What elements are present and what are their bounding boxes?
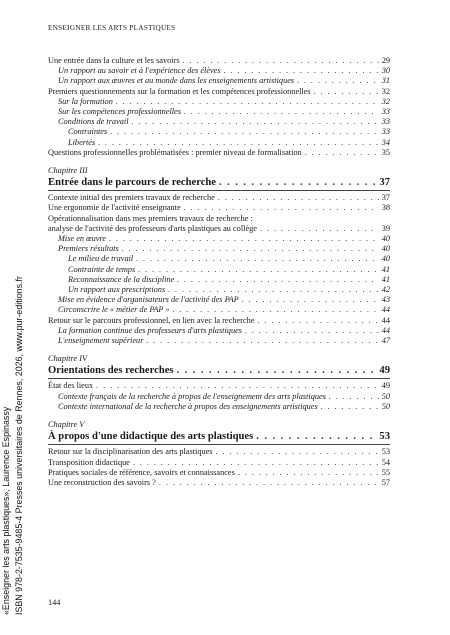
- toc-entry[interactable]: [48, 305, 390, 315]
- leader-dots: [245, 326, 379, 336]
- toc-page-number: 35: [381, 147, 390, 157]
- toc-page-number: 40: [381, 234, 390, 244]
- chapter-title: Entrée dans le parcours de recherche: [48, 177, 217, 189]
- toc-entry-title: Questions professionnelles problématisées : premier niveau de formalisation: [48, 147, 302, 157]
- toc-entry[interactable]: [48, 478, 390, 488]
- toc-entry-title: Contraintes: [68, 127, 108, 137]
- chapter-divider: [48, 444, 390, 445]
- chapter-title-row[interactable]: [48, 176, 390, 189]
- toc-page-number: 32: [381, 96, 390, 106]
- toc-page-number: 34: [381, 137, 390, 147]
- toc-page-number: 57: [381, 477, 390, 487]
- toc-page-number: 54: [381, 457, 390, 467]
- toc-entry[interactable]: [48, 127, 390, 137]
- toc-entry[interactable]: [48, 275, 390, 285]
- toc-entry[interactable]: [48, 316, 390, 326]
- toc-page-number: 32: [381, 86, 390, 96]
- leader-dots: [260, 224, 379, 234]
- toc-page-number: 50: [381, 391, 390, 401]
- toc-page-number: 41: [381, 264, 390, 274]
- chapter-title-row[interactable]: [48, 364, 390, 377]
- toc-page-number: 53: [379, 431, 390, 443]
- leader-dots: [159, 478, 379, 488]
- toc-page-number: 55: [381, 467, 390, 477]
- toc-entry[interactable]: [48, 295, 390, 305]
- toc-entry-title: Un rapport aux œuvres et au monde dans les enseignements artistiques: [58, 76, 295, 86]
- leader-dots: [96, 381, 379, 391]
- leader-dots: [184, 107, 379, 117]
- toc-page-number: 44: [381, 315, 390, 325]
- leader-dots: [183, 56, 379, 66]
- toc-entry-title: Libertés: [68, 137, 96, 147]
- leader-dots: [314, 87, 379, 97]
- toc-entry[interactable]: [48, 193, 390, 203]
- toc-entry-title: Un rapport au savoir et à l'expérience des élèves: [58, 66, 221, 76]
- leader-dots: [256, 430, 376, 443]
- toc-entry-title: Premiers questionnements sur la formation et les compétences professionnelles: [48, 86, 311, 96]
- toc-entry[interactable]: [48, 117, 390, 127]
- toc-entry-title: analyse de l'activité des professeurs d'arts plastiques au collège: [48, 223, 257, 233]
- chapter-title: À propos d'une didactique des arts plastiques: [48, 431, 254, 443]
- leader-dots: [216, 447, 379, 457]
- leader-dots: [146, 336, 378, 346]
- leader-dots: [173, 305, 379, 315]
- toc-entry[interactable]: [48, 66, 390, 76]
- leader-dots: [321, 402, 379, 412]
- leader-dots: [168, 285, 379, 295]
- toc-entry[interactable]: [48, 265, 390, 275]
- leader-dots: [224, 66, 379, 76]
- leader-dots: [116, 97, 379, 107]
- toc-entry[interactable]: [48, 87, 390, 97]
- toc-entry-title: Sur la formation: [58, 96, 113, 106]
- leader-dots: [297, 76, 379, 86]
- toc-entry-title: Retour sur la disciplinarisation des arts plastiques: [48, 447, 213, 457]
- toc-entry[interactable]: [48, 148, 390, 158]
- toc-entry[interactable]: [48, 336, 390, 346]
- toc-page-number: 40: [381, 254, 390, 264]
- chapter-title-row[interactable]: [48, 430, 390, 443]
- chapter-label: Chapitre III: [48, 165, 88, 175]
- toc-entry-title: Contexte initial des premiers travaux de recherche: [48, 193, 215, 203]
- toc-entry[interactable]: [48, 458, 390, 468]
- toc-entry[interactable]: [48, 285, 390, 295]
- toc-page-number: 50: [381, 401, 390, 411]
- toc-page-number: 38: [381, 203, 390, 213]
- leader-dots: [329, 392, 379, 402]
- toc-entry[interactable]: [48, 468, 390, 478]
- page-number: 144: [48, 598, 61, 607]
- running-header: ENSEIGNER LES ARTS PLASTIQUES: [48, 24, 176, 32]
- leader-dots: [184, 203, 379, 213]
- toc-entry[interactable]: [48, 97, 390, 107]
- copyright-sidebar: [0, 255, 38, 635]
- leader-dots: [238, 468, 379, 478]
- leader-dots: [177, 364, 377, 377]
- sidebar-line-1: «Enseigner les arts plastiques», Laurence Espinassy: [1, 406, 11, 615]
- leader-dots: [110, 127, 379, 137]
- chapter-divider: [48, 190, 390, 191]
- toc-page-number: 31: [381, 76, 390, 86]
- toc-page-number: 49: [379, 365, 390, 377]
- toc-entry[interactable]: [48, 254, 390, 264]
- toc-page-number: 29: [381, 56, 390, 65]
- toc-entry-title: Sur les compétences professionnelles: [58, 106, 181, 116]
- toc-entry-title: La formation continue des professeurs d'arts plastiques: [58, 325, 243, 335]
- toc-page-number: 43: [381, 295, 390, 305]
- toc-page-number: 40: [381, 244, 390, 254]
- leader-dots: [109, 234, 379, 244]
- toc-page-number: 44: [381, 305, 390, 315]
- toc-entry[interactable]: [48, 381, 390, 391]
- toc-entry-title: Une ergonomie de l'activité enseignante: [48, 203, 181, 213]
- toc-entry-title: État des lieux: [48, 381, 94, 391]
- toc-entry-title: Transposition didactique: [48, 457, 130, 467]
- leader-dots: [218, 193, 379, 203]
- toc-page-number: 33: [381, 106, 390, 116]
- toc-page-number: 47: [381, 335, 390, 345]
- toc-entry-title: Mise en évidence d'organisateurs de l'activité des PAP: [58, 295, 239, 305]
- toc-page-number: 39: [381, 223, 390, 233]
- leader-dots: [242, 295, 379, 305]
- leader-dots: [257, 316, 378, 326]
- leader-dots: [122, 244, 379, 254]
- chapter-label: Chapitre IV: [48, 354, 88, 364]
- leader-dots: [177, 275, 378, 285]
- toc-entry[interactable]: [48, 326, 390, 336]
- toc-entry[interactable]: [48, 244, 390, 254]
- toc-entry-title: Premiers résultats: [58, 244, 119, 254]
- toc-entry-title: Contexte français de la recherche à propos de l'enseignement des arts plastiques: [58, 391, 326, 401]
- toc-entry-title: Retour sur le parcours professionnel, en lien avec la recherche: [48, 315, 255, 325]
- toc-entry-title: Une reconstruction des savoirs ?: [48, 477, 156, 487]
- toc-entry-title: Circonscrire le « métier de PAP »: [58, 305, 170, 315]
- toc-entry-continued: Opérationnalisation dans mes premiers travaux de recherche :: [48, 213, 253, 223]
- toc-page-number: 33: [381, 127, 390, 137]
- leader-dots: [305, 148, 379, 158]
- table-of-contents: [48, 56, 390, 488]
- toc-entry-title: Reconnaissance de la discipline: [68, 274, 175, 284]
- toc-entry-title: Pratiques sociales de référence, savoirs et connaissances: [48, 467, 235, 477]
- toc-entry-title: Conditions de travail: [58, 117, 129, 127]
- sidebar-line-2: ISBN 978-2-7535-9485-4 Presses universitaires de Rennes, 2026, www.pur-editions.fr: [14, 276, 24, 615]
- leader-dots: [133, 458, 379, 468]
- toc-entry[interactable]: [48, 402, 390, 412]
- toc-entry[interactable]: [48, 224, 390, 234]
- toc-entry-title: Contrainte de temps: [68, 264, 136, 274]
- toc-page-number: 30: [381, 66, 390, 76]
- toc-entry[interactable]: [48, 203, 390, 213]
- toc-entry[interactable]: [48, 56, 390, 66]
- toc-entry-title: Un rapport aux prescriptions: [68, 284, 166, 294]
- leader-dots: [98, 138, 379, 148]
- chapter-divider: [48, 378, 390, 379]
- toc-page-number: 42: [381, 284, 390, 294]
- toc-page-number: 41: [381, 274, 390, 284]
- toc-entry[interactable]: [48, 447, 390, 457]
- toc-entry[interactable]: [48, 234, 390, 244]
- leader-dots: [219, 176, 376, 189]
- toc-entry-title: Une entrée dans la culture et les savoirs: [48, 56, 180, 65]
- toc-entry[interactable]: [48, 138, 390, 148]
- toc-entry[interactable]: [48, 107, 390, 117]
- chapter-label: Chapitre V: [48, 420, 85, 430]
- toc-page-number: 37: [381, 193, 390, 203]
- toc-page-number: 44: [381, 325, 390, 335]
- leader-dots: [138, 265, 378, 275]
- toc-entry-title: L'enseignement supérieur: [58, 335, 144, 345]
- toc-entry[interactable]: [48, 76, 390, 86]
- toc-entry[interactable]: [48, 392, 390, 402]
- toc-page-number: 37: [379, 177, 390, 189]
- leader-dots: [132, 117, 379, 127]
- toc-entry-title: Le milieu de travail: [68, 254, 134, 264]
- chapter-title: Orientations des recherches: [48, 365, 174, 377]
- toc-entry-title: Mise en œuvre: [58, 234, 107, 244]
- leader-dots: [136, 254, 378, 264]
- toc-page-number: 49: [381, 381, 390, 391]
- toc-page-number: 33: [381, 117, 390, 127]
- toc-page-number: 53: [381, 447, 390, 457]
- toc-entry-title: Contexte international de la recherche à propos des enseignements artistiques: [58, 401, 318, 411]
